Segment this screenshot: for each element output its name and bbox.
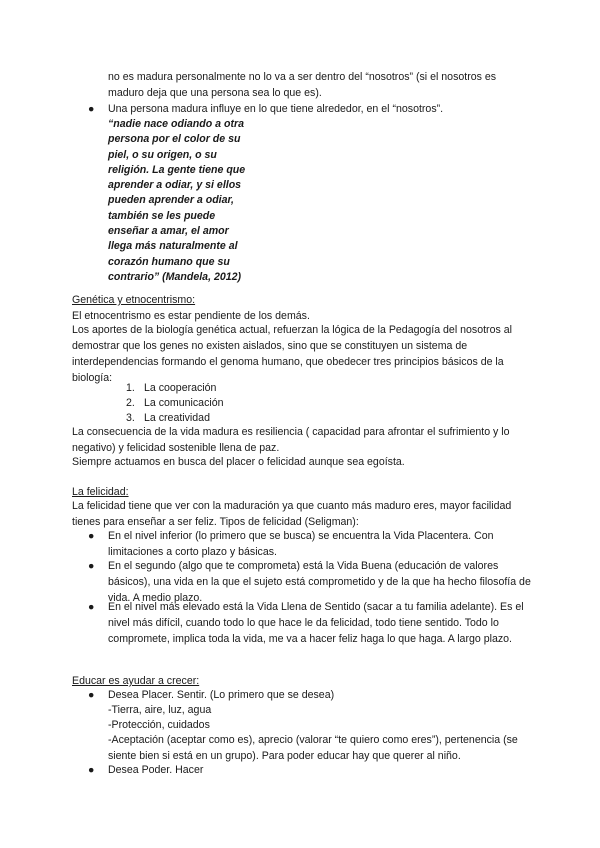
paragraph: El etnocentrismo es estar pendiente de los demás. (72, 310, 310, 322)
section-heading-felicidad: La felicidad: (72, 486, 129, 498)
bullet-text: Una persona madura influye en lo que tiene alrededor, en el “nosotros”. (108, 103, 444, 115)
quote-line: “nadie nace odiando a otra (108, 118, 244, 130)
quote-line: piel, o su origen, o su (108, 148, 217, 161)
bullet-item (88, 528, 534, 560)
bullet-item (88, 762, 534, 778)
bullet-icon: ● (88, 560, 95, 572)
bullet-icon: ● (88, 530, 95, 542)
paragraph: Los aportes de la biología genética actual, refuerzan la lógica de la Pedagogía del nosotros al demostrar que los genes no existen aislados, sino que se constituyen un sistema de interdependencias formando el genoma humano, que obedecer tres principios básicos de la biología: (72, 324, 512, 384)
mandela-quote (108, 117, 268, 285)
bullet-text: Desea Placer. Sentir. (Lo primero que se desea) (108, 689, 335, 701)
bullet-item (88, 687, 534, 703)
item-text: La cooperación (144, 382, 217, 394)
sub-item: -Aceptación (aceptar como es), aprecio (valorar “te quiero como eres”), pertenencia (se siente bien si está en un grupo). Para poder educar hay que querer al niño. (108, 734, 518, 762)
numbered-item (126, 380, 216, 396)
item-text: La comunicación (144, 397, 224, 409)
item-text: La creatividad (144, 412, 210, 424)
numbered-item (126, 395, 224, 411)
section-heading-genetica: Genética y etnocentrismo: (72, 294, 196, 306)
bullet-text: Desea Poder. Hacer (108, 764, 204, 776)
bullet-text: En el segundo (algo que te comprometa) está la Vida Buena (educación de valores básicos), una vida en la que el sujeto está comprometido y de la que ha hecho filosofía de vida. A medio plazo. (108, 560, 531, 604)
bullet-text: En el nivel más elevado está la Vida Llena de Sentido (sacar a tu familia adelante). Es el nivel más difícil, cuando todo lo que hace le da felicidad, todo tiene sentido. Todo lo compromete, implica toda la vida, me va a hacer feliz haga lo que haga. A largo plazo. (108, 601, 524, 645)
paragraph: La consecuencia de la vida madura es resiliencia ( capacidad para afrontar el sufrimiento y lo negativo) y felicidad sostenible llena de paz. (72, 426, 510, 454)
paragraph: La felicidad tiene que ver con la maduración ya que cuanto más maduro eres, mayor facilidad tienes para enseñar a ser feliz. Tipos de felicidad (Seligman): (72, 500, 512, 528)
sub-item: -Tierra, aire, luz, agua (108, 704, 212, 716)
bullet-text: En el nivel inferior (lo primero que se busca) se encuentra la Vida Placentera. Con limitaciones a corto plazo y básicas. (108, 530, 494, 558)
item-number: 2. (126, 397, 135, 409)
quote-line: corazón humano que su (108, 255, 230, 268)
bullet-icon: ● (88, 103, 95, 115)
quote-line: religión. La gente tiene que (108, 163, 246, 176)
quote-line: enseñar a amar, el amor (108, 225, 229, 238)
bullet-icon: ● (88, 689, 95, 701)
paragraph: Siempre actuamos en busca del placer o felicidad aunque sea egoísta. (72, 456, 405, 468)
item-number: 1. (126, 382, 135, 394)
bullet-icon: ● (88, 601, 95, 613)
section-heading-educar: Educar es ayudar a crecer: (72, 675, 200, 687)
quote-line: pueden aprender a odiar, (108, 194, 234, 207)
continuation-paragraph: no es madura personalmente no lo va a ser dentro del “nosotros” (si el nosotros es maduro deja que una persona sea lo que es). (108, 71, 497, 99)
quote-line: aprender a odiar, y si ellos (108, 179, 242, 192)
bullet-icon: ● (88, 764, 95, 776)
sub-item: -Protección, cuidados (108, 719, 210, 731)
quote-line: llega más naturalmente al (108, 240, 238, 253)
quote-line: contrario” (Mandela, 2012) (108, 270, 242, 283)
item-number: 3. (126, 412, 135, 424)
quote-line: persona por el color de su (108, 133, 241, 146)
bullet-item (88, 101, 534, 117)
quote-line: también se les puede (108, 209, 216, 222)
bullet-item (88, 599, 534, 647)
